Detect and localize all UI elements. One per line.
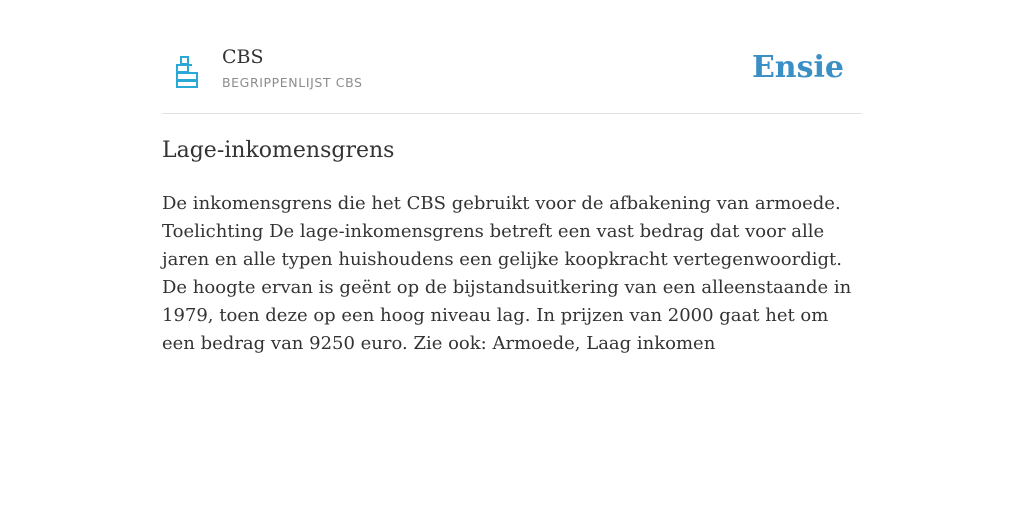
source-name: CBS: [222, 46, 264, 68]
term-definition: De inkomensgrens die het CBS gebruikt voor de afbakening van armoede. Toelichting De lage-inkomensgrens betreft een vast bedrag dat voor alle jaren en alle typen huishoudens een gelijke koopkracht vertegenwoordigt. De hoogte ervan is geënt op de bijstandsuitkering van een alleenstaande in 1979, toen deze op een hoog niveau lag. In prijzen van 2000 gaat het om een bedrag van 9250 euro. Zie ook: Armoede, Laag inkomen: [162, 193, 852, 354]
header-divider: [162, 113, 862, 114]
cbs-logo-icon: [176, 56, 198, 88]
header: [162, 40, 862, 113]
term-title: Lage-inkomensgrens: [162, 138, 395, 163]
source-subtitle: BEGRIPPENLIJST CBS: [222, 75, 363, 90]
ensie-brand-link[interactable]: Ensie: [751, 50, 844, 85]
